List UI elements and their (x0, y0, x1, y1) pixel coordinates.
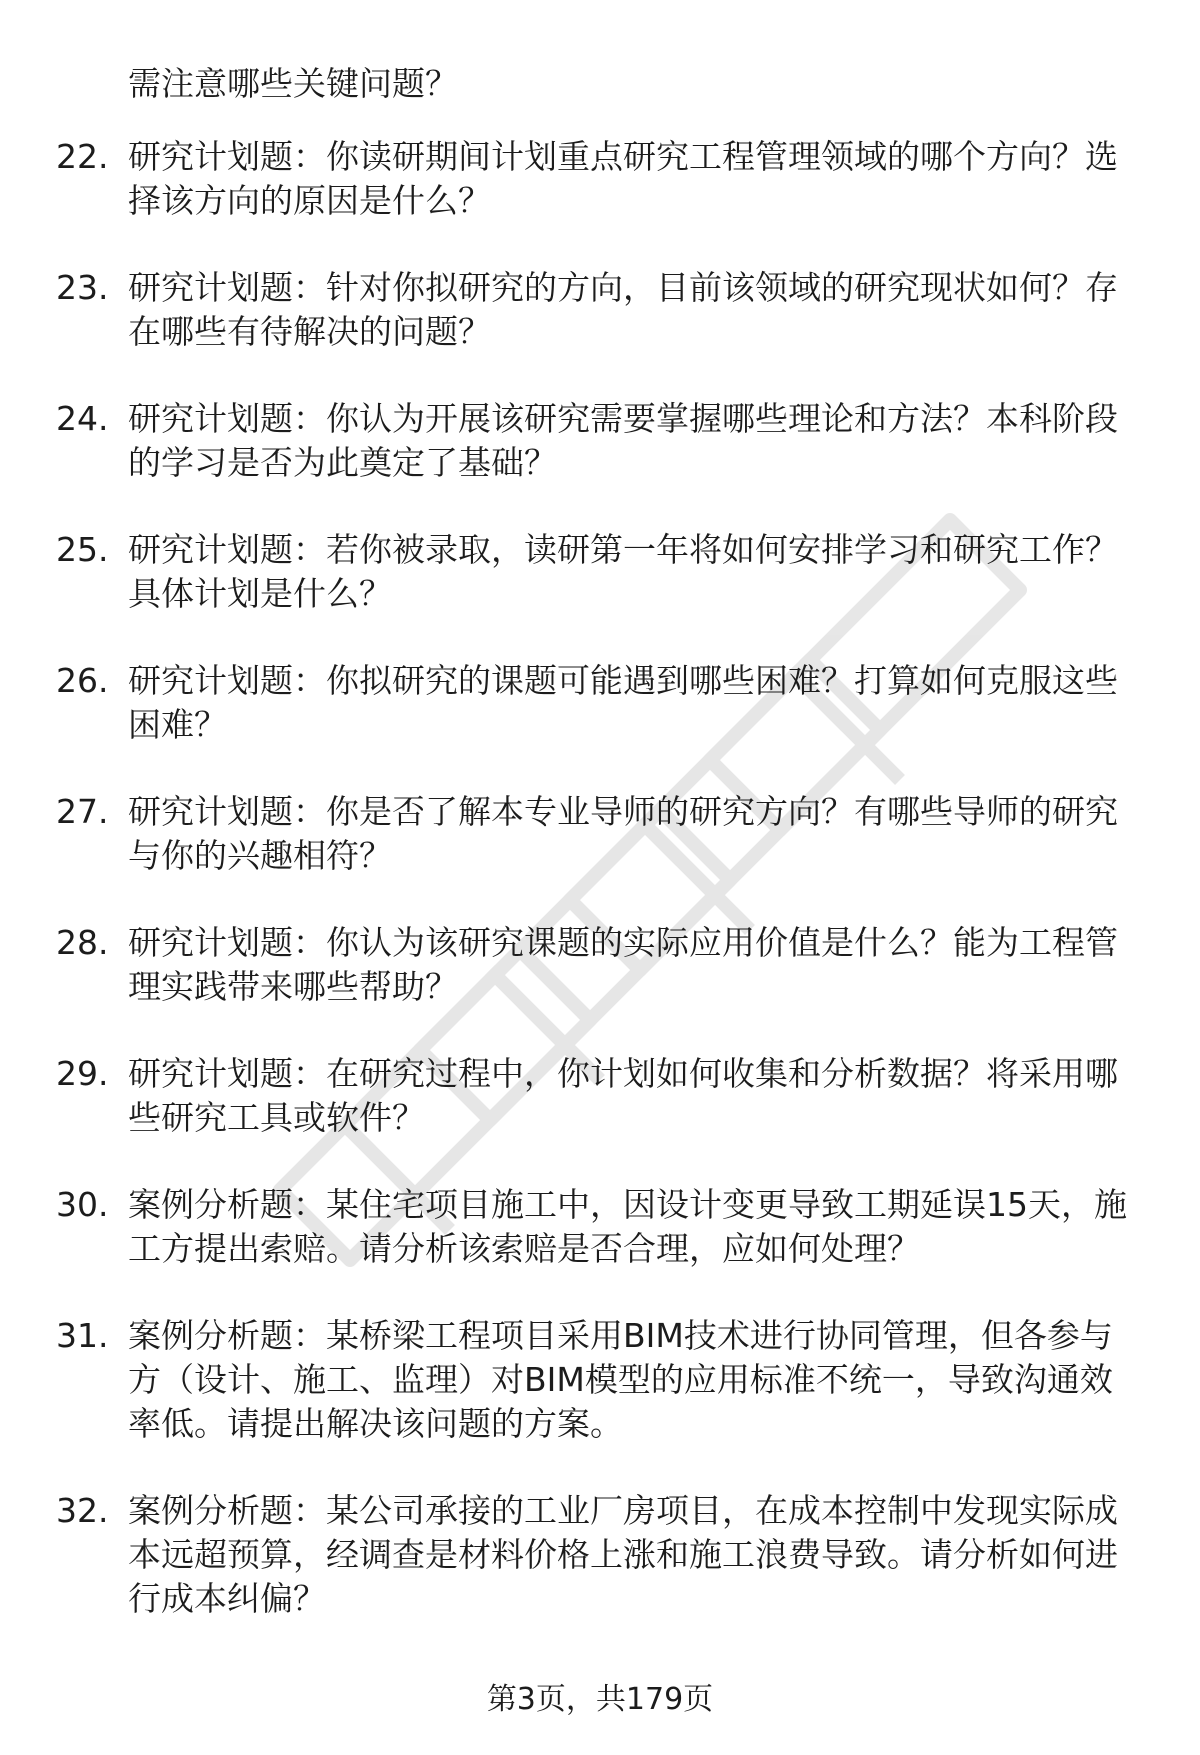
question-list (0, 135, 1200, 1664)
page-footer: 第3页，共179页 (486, 1682, 714, 1717)
question-text: 研究计划题：你拟研究的课题可能遇到哪些困难？打算如何克服这些困难？ (128, 661, 1118, 744)
question-text: 研究计划题：在研究过程中，你计划如何收集和分析数据？将采用哪些研究工具或软件？ (128, 1054, 1118, 1137)
question-number: 31. (56, 1316, 109, 1355)
continued-question-text: 需注意哪些关键问题？ (128, 64, 458, 103)
question-number: 28. (56, 923, 109, 962)
question-text: 研究计划题：若你被录取，读研第一年将如何安排学习和研究工作？具体计划是什么？ (128, 530, 1118, 613)
question-number: 22. (56, 137, 109, 176)
question-item (0, 1314, 1200, 1446)
question-number: 26. (56, 661, 109, 700)
question-item (0, 659, 1200, 747)
question-number: 30. (56, 1185, 109, 1224)
question-number: 23. (56, 268, 109, 307)
question-item (0, 1052, 1200, 1140)
question-item (0, 266, 1200, 354)
question-number: 29. (56, 1054, 109, 1093)
question-number: 32. (56, 1491, 109, 1530)
question-item (0, 790, 1200, 878)
question-number: 24. (56, 399, 109, 438)
question-item (0, 1489, 1200, 1621)
question-text: 案例分析题：某住宅项目施工中，因设计变更导致工期延误15天，施工方提出索赔。请分析该索赔是否合理，应如何处理？ (128, 1185, 1127, 1268)
question-text: 研究计划题：你认为开展该研究需要掌握哪些理论和方法？本科阶段的学习是否为此奠定了基础？ (128, 399, 1118, 482)
question-number: 25. (56, 530, 109, 569)
question-text: 案例分析题：某桥梁工程项目采用BIM技术进行协同管理，但各参与方（设计、施工、监理）对BIM模型的应用标准不统一，导致沟通效率低。请提出解决该问题的方案。 (128, 1316, 1113, 1443)
question-item (0, 921, 1200, 1009)
question-item (0, 1183, 1200, 1271)
question-text: 研究计划题：针对你拟研究的方向，目前该领域的研究现状如何？存在哪些有待解决的问题？ (128, 268, 1118, 351)
question-item (0, 135, 1200, 223)
question-text: 研究计划题：你读研期间计划重点研究工程管理领域的哪个方向？选择该方向的原因是什么？ (128, 137, 1118, 220)
question-item (0, 528, 1200, 616)
question-number: 27. (56, 792, 109, 831)
question-text: 研究计划题：你认为该研究课题的实际应用价值是什么？能为工程管理实践带来哪些帮助？ (128, 923, 1118, 1006)
question-item (0, 397, 1200, 485)
question-text: 研究计划题：你是否了解本专业导师的研究方向？有哪些导师的研究与你的兴趣相符？ (128, 792, 1118, 875)
question-text: 案例分析题：某公司承接的工业厂房项目，在成本控制中发现实际成本远超预算，经调查是材料价格上涨和施工浪费导致。请分析如何进行成本纠偏？ (128, 1491, 1118, 1618)
